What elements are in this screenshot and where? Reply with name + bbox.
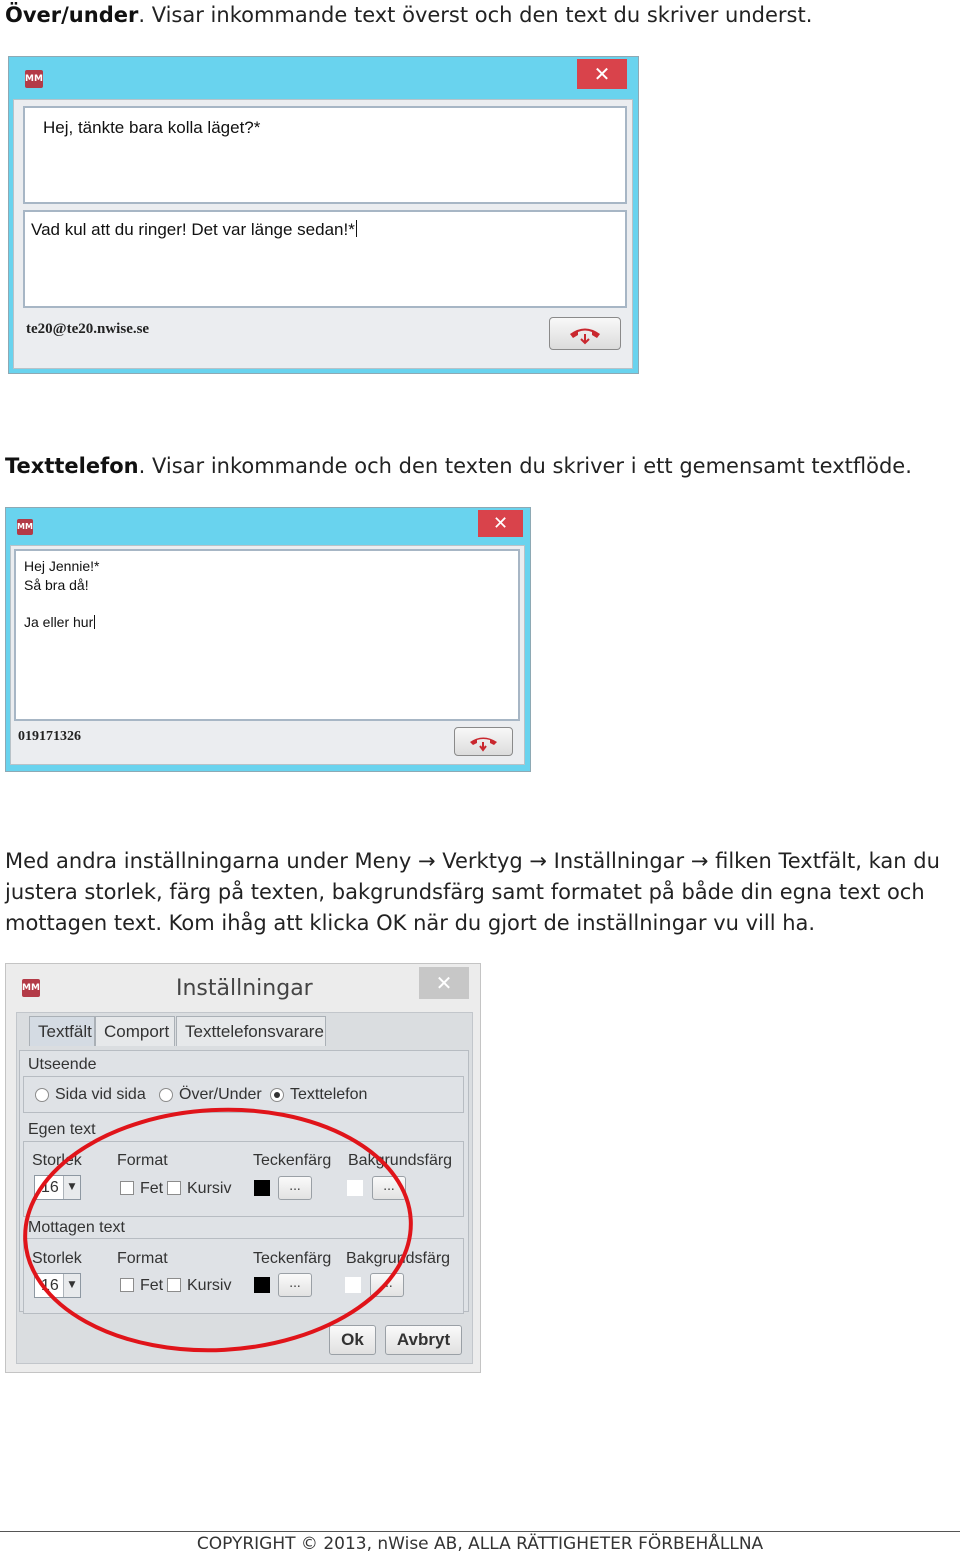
- dialog-title: Inställningar: [176, 976, 313, 1001]
- received-fg-label: Teckenfärg: [253, 1250, 332, 1267]
- section-over-under-text: [5, 0, 812, 31]
- incoming-text-area: Hej, tänkte bara kolla läget?*: [23, 106, 627, 204]
- hangup-button[interactable]: [454, 727, 513, 756]
- close-button[interactable]: ✕: [478, 510, 523, 537]
- app-logo-icon: MM: [22, 979, 40, 997]
- received-bg-label: Bakgrundsfärg: [346, 1250, 451, 1267]
- section-texttelefon-text: [5, 451, 912, 482]
- chevron-down-icon: ▼: [63, 1176, 80, 1199]
- section-heading: Texttelefon: [5, 454, 139, 478]
- section-description: . Visar inkommande och den texten du skriver i ett gemensamt textflöde.: [138, 454, 912, 478]
- hangup-button[interactable]: [549, 317, 621, 350]
- outgoing-text-area[interactable]: [23, 210, 627, 308]
- own-fg-label: Teckenfärg: [253, 1152, 332, 1169]
- own-size-label: Storlek: [32, 1152, 82, 1169]
- copyright-footer: COPYRIGHT © 2013, nWise AB, ALLA RÄTTIGHETER FÖRBEHÅLLNA: [196, 1534, 764, 1554]
- received-fg-picker-button[interactable]: ...: [278, 1273, 312, 1297]
- appearance-label: Utseende: [28, 1056, 97, 1073]
- own-fg-picker-button[interactable]: ...: [278, 1176, 312, 1200]
- app-logo-icon: MM: [25, 70, 43, 88]
- footer-divider: [0, 1531, 960, 1532]
- phone-hangup-icon: [455, 728, 512, 755]
- tab-comport[interactable]: Comport: [95, 1016, 175, 1046]
- outgoing-text: Vad kul att du ringer! Det var länge sedan!*: [31, 220, 355, 239]
- received-format-label: Format: [117, 1250, 168, 1267]
- own-bg-label: Bakgrundsfärg: [348, 1152, 453, 1169]
- cancel-button[interactable]: Avbryt: [385, 1325, 462, 1355]
- own-bg-picker-button[interactable]: ...: [372, 1176, 406, 1200]
- own-italic-label: Kursiv: [187, 1180, 232, 1197]
- shared-text: Hej Jennie!* Så bra då! Ja eller hur: [24, 558, 100, 630]
- received-bg-picker-button[interactable]: ...: [370, 1273, 404, 1297]
- section-description: . Visar inkommande text överst och den text du skriver underst.: [138, 3, 813, 27]
- app-logo-icon: MM: [17, 519, 33, 535]
- received-italic-label: Kursiv: [187, 1277, 232, 1294]
- tab-textfalt[interactable]: Textfält: [29, 1016, 95, 1046]
- settings-instructions: Med andra inställningarna under Meny → Verktyg → Inställningar → filken Textfält, kan du justera storlek, färg på texten, bakgrundsfärg samt formatet på både din egna text och mottagen text. Kom ihåg att klicka OK när du gjort de inställningar vu vill ha.: [5, 849, 940, 935]
- window-body: [10, 545, 525, 765]
- received-size-label: Storlek: [32, 1250, 82, 1267]
- section-heading: Över/under: [5, 3, 139, 27]
- text-cursor: [356, 220, 357, 237]
- ok-button[interactable]: Ok: [329, 1325, 376, 1355]
- chevron-down-icon: ▼: [63, 1274, 80, 1297]
- shared-text-area[interactable]: [14, 549, 520, 721]
- texttelefon-window: [5, 507, 531, 772]
- received-text-label: Mottagen text: [28, 1219, 125, 1236]
- window-body: [13, 99, 633, 369]
- annotation-ellipse: [6, 964, 482, 1374]
- own-size-value: 16: [41, 1179, 59, 1196]
- received-size-value: 16: [41, 1277, 59, 1294]
- close-button[interactable]: ✕: [577, 59, 627, 89]
- own-format-label: Format: [117, 1152, 168, 1169]
- radio-side-by-side-label: Sida vid sida: [55, 1086, 146, 1103]
- radio-texttelefon-label: Texttelefon: [290, 1086, 368, 1103]
- contact-address: te20@te20.nwise.se: [26, 321, 150, 337]
- received-bold-label: Fet: [140, 1277, 164, 1294]
- settings-dialog: [5, 963, 481, 1373]
- tab-texttelefonsvarare[interactable]: Texttelefonsvarare: [176, 1016, 326, 1046]
- own-bold-label: Fet: [140, 1180, 164, 1197]
- own-text-label: Egen text: [28, 1121, 96, 1138]
- over-under-window: [8, 56, 639, 374]
- phone-hangup-icon: [550, 318, 620, 349]
- contact-number: 019171326: [18, 729, 81, 744]
- close-button[interactable]: ✕: [419, 967, 469, 999]
- text-cursor: [94, 615, 95, 629]
- radio-over-under-label: Över/Under: [179, 1086, 262, 1103]
